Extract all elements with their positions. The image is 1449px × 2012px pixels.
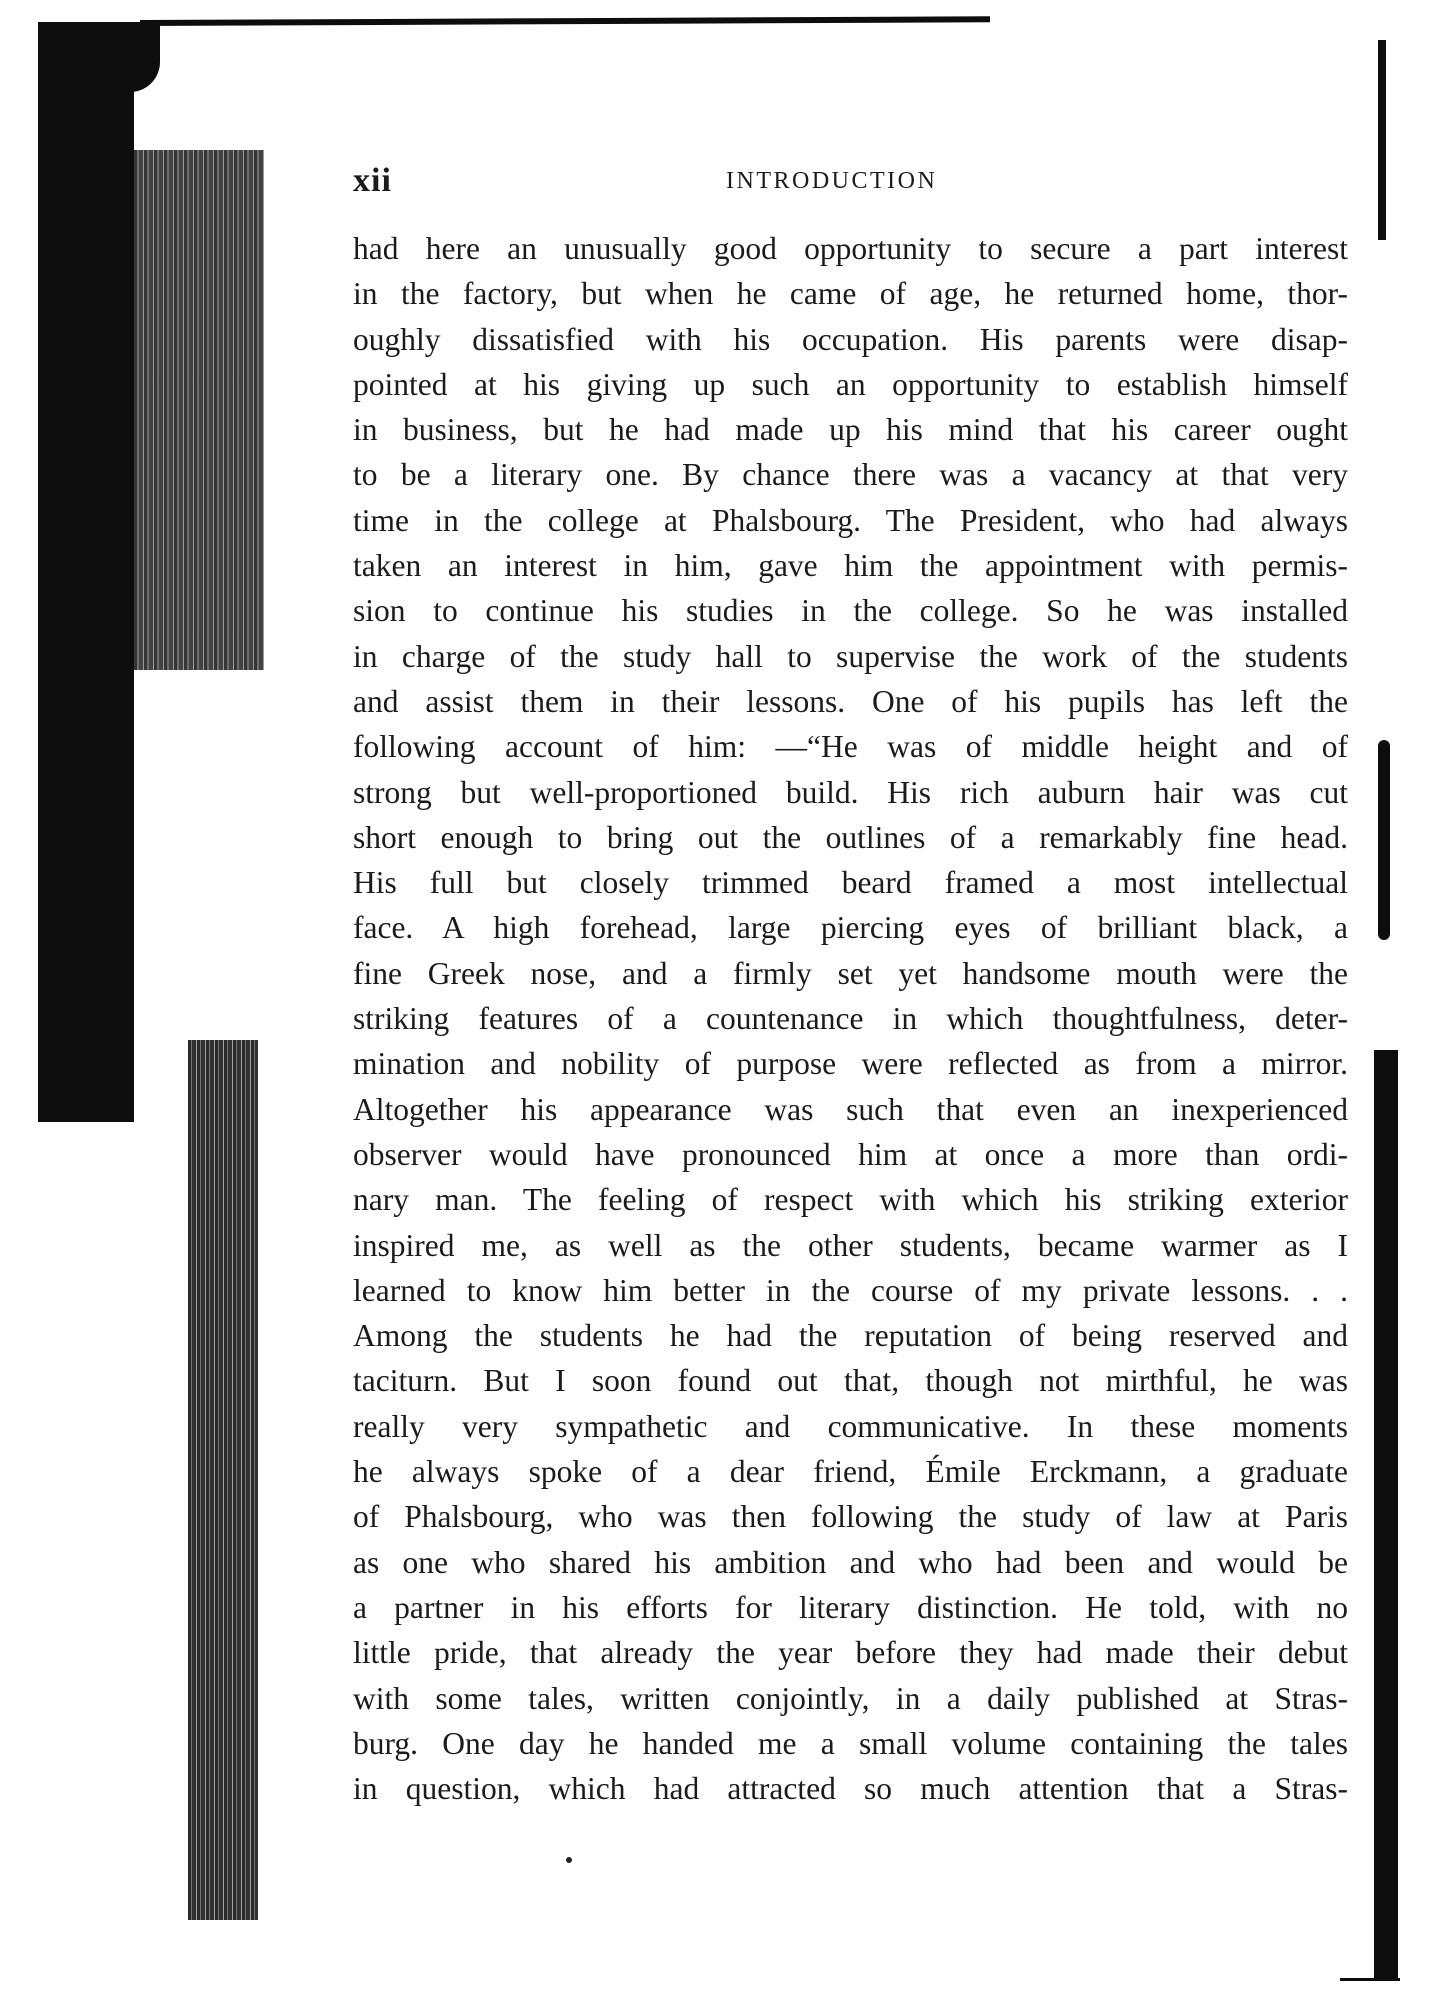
stray-ink-dot xyxy=(566,1857,572,1863)
text-line: with some tales, written conjointly, in a daily published at Stras- xyxy=(353,1680,1348,1716)
text-line: and assist them in their lessons. One of his pupils has left the xyxy=(353,683,1348,719)
page-header xyxy=(353,162,1348,202)
text-line: Among the students he had the reputation of being reserved and xyxy=(353,1318,1348,1354)
scan-left-shadow-upper-fade xyxy=(134,150,264,670)
text-line: he always spoke of a dear friend, Émile Erckmann, a graduate xyxy=(353,1454,1348,1490)
text-line: nary man. The feeling of respect with which his striking exterior xyxy=(353,1182,1348,1218)
text-line: in question, which had attracted so much attention that a Stras- xyxy=(353,1771,1348,1807)
scan-right-mark-bottom xyxy=(1374,1050,1398,1980)
text-line: pointed at his giving up such an opportunity to establish himself xyxy=(353,366,1348,402)
text-line: oughly dissatisfied with his occupation. His parents were disap- xyxy=(353,321,1348,357)
text-line: observer would have pronounced him at once a more than ordi- xyxy=(353,1136,1348,1172)
text-line: had here an unusually good opportunity to secure a part interest xyxy=(353,231,1348,266)
text-line: inspired me, as well as the other students, became warmer as I xyxy=(353,1227,1348,1263)
text-line: learned to know him better in the course of my private lessons. . . xyxy=(353,1272,1348,1308)
text-line: as one who shared his ambition and who had been and would be xyxy=(353,1544,1348,1580)
text-line: little pride, that already the year before they had made their debut xyxy=(353,1635,1348,1671)
scan-right-mark-mid xyxy=(1378,740,1390,940)
text-line: in charge of the study hall to supervise the work of the students xyxy=(353,638,1348,674)
text-line: in business, but he had made up his mind that his career ought xyxy=(353,412,1348,448)
text-line: Altogether his appearance was such that even an inexperienced xyxy=(353,1091,1348,1127)
running-head: INTRODUCTION xyxy=(726,168,938,194)
text-line: of Phalsbourg, who was then following the study of law at Paris xyxy=(353,1499,1348,1535)
text-line: taken an interest in him, gave him the appointment with permis- xyxy=(353,548,1348,584)
scan-top-left-fold xyxy=(130,22,160,92)
text-line: strong but well-proportioned build. His rich auburn hair was cut xyxy=(353,774,1348,810)
text-line: burg. One day he handed me a small volume containing the tales xyxy=(353,1725,1348,1761)
text-line: taciturn. But I soon found out that, though not mirthful, he was xyxy=(353,1363,1348,1399)
text-line: short enough to bring out the outlines of a remarkably fine head. xyxy=(353,819,1348,855)
text-line: fine Greek nose, and a firmly set yet handsome mouth were the xyxy=(353,955,1348,991)
text-line: time in the college at Phalsbourg. The President, who had always xyxy=(353,502,1348,538)
body-paragraph xyxy=(353,226,1348,1811)
scan-top-edge xyxy=(140,16,990,26)
scan-left-shadow-lower xyxy=(188,1040,258,1920)
scan-right-mark-top xyxy=(1378,40,1386,240)
text-line: to be a literary one. By chance there was a vacancy at that very xyxy=(353,457,1348,493)
scan-left-shadow-upper xyxy=(38,22,134,1122)
text-line: His full but closely trimmed beard framed a most intellectual xyxy=(353,865,1348,901)
text-line: really very sympathetic and communicative. In these moments xyxy=(353,1408,1348,1444)
text-line: striking features of a countenance in which thoughtfulness, deter- xyxy=(353,1001,1348,1037)
text-line: following account of him: —“He was of middle height and of xyxy=(353,729,1348,765)
page-number: xii xyxy=(353,162,392,199)
scan-bottom-right-line xyxy=(1340,1978,1400,1981)
text-line: sion to continue his studies in the college. So he was installed xyxy=(353,593,1348,629)
text-line: face. A high forehead, large piercing eyes of brilliant black, a xyxy=(353,910,1348,946)
text-line: in the factory, but when he came of age, he returned home, thor- xyxy=(353,276,1348,312)
text-line: mination and nobility of purpose were reflected as from a mirror. xyxy=(353,1046,1348,1082)
text-line: a partner in his efforts for literary distinction. He told, with no xyxy=(353,1589,1348,1625)
